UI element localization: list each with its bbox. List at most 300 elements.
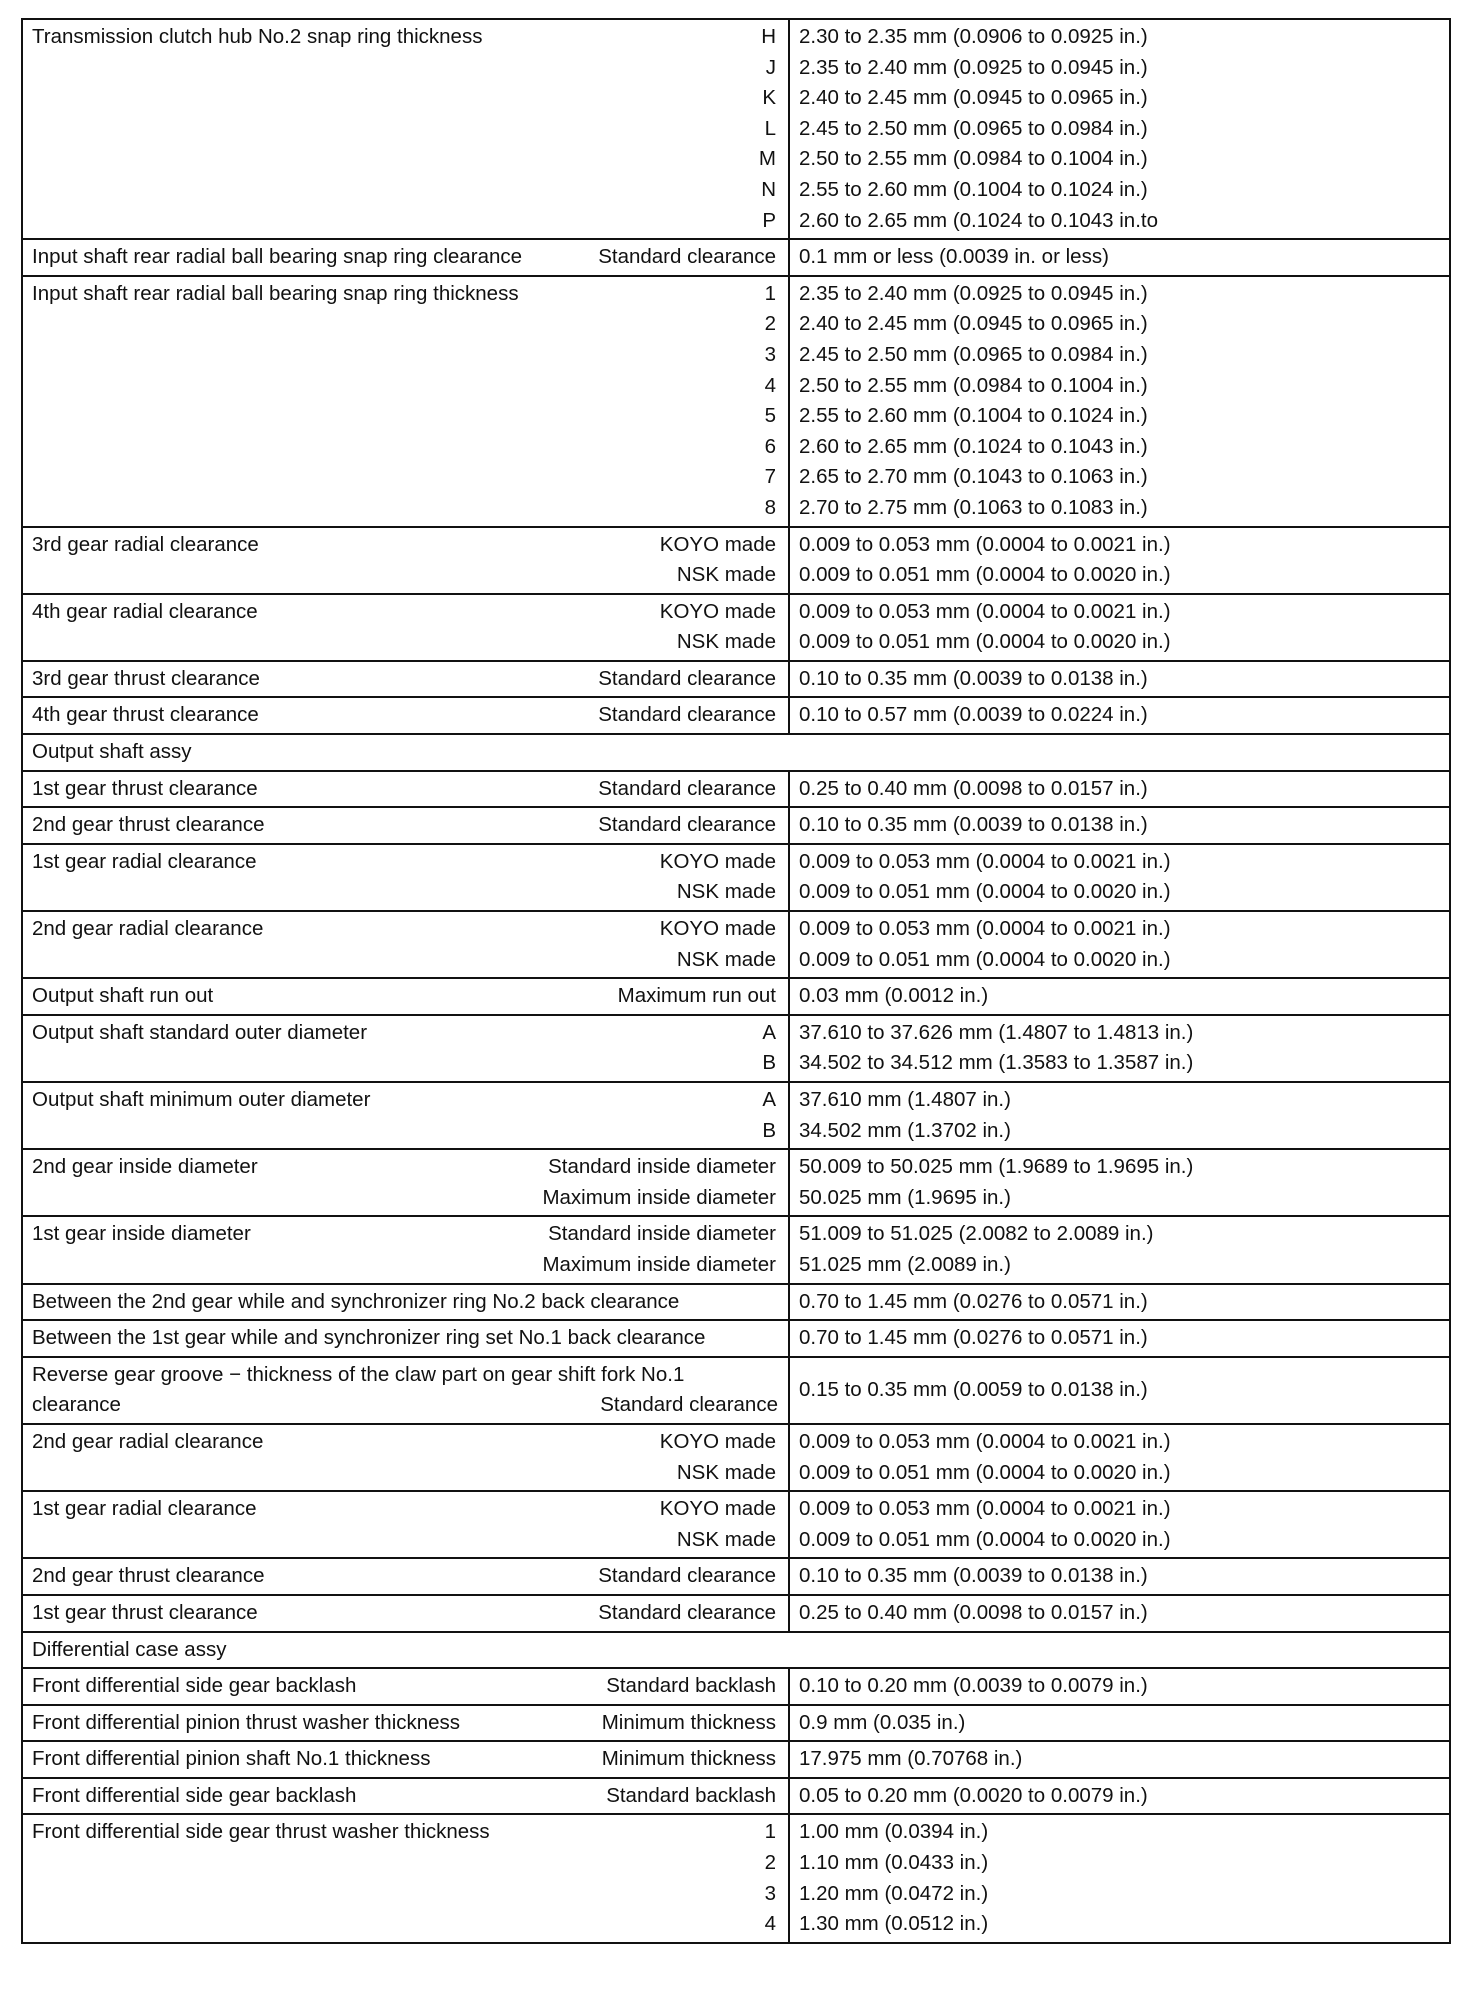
item-name: 4th gear thrust clearance (32, 703, 259, 727)
section-header-row (22, 1632, 1450, 1669)
item-cell (22, 844, 789, 911)
spec-value: 0.70 to 1.45 mm (0.0276 to 0.0571 in.) (799, 1289, 1148, 1313)
value-cell (789, 276, 1450, 527)
spec-table (21, 18, 1451, 1944)
section-header-row (22, 734, 1450, 771)
condition-label: Standard inside diameter (548, 1222, 776, 1246)
item-name: Between the 1st gear while and synchronizer ring set No.1 back clearance (32, 1326, 706, 1350)
spec-value: 0.05 to 0.20 mm (0.0020 to 0.0079 in.) (799, 1783, 1148, 1807)
item-row (32, 1817, 778, 1939)
condition-label: NSK made (676, 880, 776, 904)
value-list (799, 242, 1439, 273)
condition-label: Minimum thickness (601, 1747, 776, 1771)
condition-list (759, 22, 778, 236)
item-row (32, 1598, 778, 1629)
value-cell (789, 1595, 1450, 1632)
spec-value: 0.10 to 0.57 mm (0.0039 to 0.0224 in.) (799, 703, 1148, 727)
condition-list (598, 664, 778, 695)
value-cell (789, 1082, 1450, 1149)
item-cell (22, 1668, 789, 1705)
condition-label: 3 (764, 342, 776, 366)
condition-label: A (762, 1088, 776, 1111)
spec-row (22, 1149, 1450, 1216)
value-cell (789, 1424, 1450, 1491)
item-row (32, 1287, 778, 1318)
item-cell (22, 1357, 789, 1424)
spec-value: 2.55 to 2.60 mm (0.1004 to 0.1024 in.) (799, 404, 1148, 428)
value-list (799, 1375, 1439, 1406)
item-cell (22, 1216, 789, 1283)
item-cell (22, 1015, 789, 1082)
item-cell (22, 697, 789, 734)
condition-list (602, 1708, 778, 1739)
spec-value: 0.009 to 0.051 mm (0.0004 to 0.0020 in.) (799, 1460, 1171, 1484)
condition-list (660, 1494, 778, 1555)
spec-row (22, 1216, 1450, 1283)
item-row (32, 914, 778, 975)
condition-list (606, 1781, 778, 1812)
condition-list (598, 1598, 778, 1629)
condition-label: Standard backlash (606, 1674, 776, 1698)
spec-value: 50.009 to 50.025 mm (1.9689 to 1.9695 in.) (799, 1155, 1194, 1179)
condition-list (765, 279, 778, 524)
condition-label: KOYO made (659, 1429, 776, 1453)
condition-list (598, 774, 778, 805)
item-cell (22, 1491, 789, 1558)
condition-label: J (765, 55, 776, 79)
condition-list (765, 1817, 778, 1939)
spec-value: 2.45 to 2.50 mm (0.0965 to 0.0984 in.) (799, 342, 1148, 366)
spec-row (22, 594, 1450, 661)
item-name: 2nd gear thrust clearance (32, 1564, 265, 1588)
item-cell (22, 807, 789, 844)
item-name: 1st gear inside diameter (32, 1222, 251, 1246)
spec-value: 2.60 to 2.65 mm (0.1024 to 0.1043 in.to (799, 208, 1158, 232)
value-cell (789, 1741, 1450, 1778)
spec-value: 2.30 to 2.35 mm (0.0906 to 0.0925 in.) (799, 25, 1148, 48)
value-cell (789, 911, 1450, 978)
item-row (32, 664, 778, 695)
condition-label: Standard inside diameter (548, 1155, 776, 1179)
spec-row (22, 911, 1450, 978)
spec-row (22, 771, 1450, 808)
spec-row (22, 1082, 1450, 1149)
spec-value: 0.009 to 0.051 mm (0.0004 to 0.0020 in.) (799, 630, 1171, 654)
spec-value: 0.009 to 0.053 mm (0.0004 to 0.0021 in.) (799, 532, 1171, 556)
value-list (799, 1427, 1439, 1488)
item-cell (22, 771, 789, 808)
item-row (32, 847, 778, 908)
condition-label: 1 (764, 1820, 776, 1844)
item-name: 2nd gear thrust clearance (32, 813, 265, 837)
section-header (22, 1632, 1450, 1669)
condition-list (542, 1152, 778, 1213)
condition-label: NSK made (676, 1527, 776, 1551)
value-cell (789, 844, 1450, 911)
value-cell (789, 697, 1450, 734)
value-list (799, 597, 1439, 658)
spec-row (22, 1320, 1450, 1357)
condition-list (606, 1671, 778, 1702)
spec-row (22, 1357, 1450, 1424)
condition-label: 1 (764, 281, 776, 305)
spec-value: 0.70 to 1.45 mm (0.0276 to 0.0571 in.) (799, 1326, 1148, 1350)
condition-list (660, 1427, 778, 1488)
spec-value: 2.60 to 2.65 mm (0.1024 to 0.1043 in.) (799, 434, 1148, 458)
condition-label: 5 (764, 404, 776, 428)
item-name: Front differential pinion shaft No.1 thickness (32, 1747, 431, 1771)
condition-label: NSK made (676, 947, 776, 971)
item-name: 2nd gear radial clearance (32, 1429, 264, 1453)
value-list (799, 1561, 1439, 1592)
spec-row (22, 1778, 1450, 1815)
value-list (799, 810, 1439, 841)
section-title: Output shaft assy (32, 740, 192, 764)
condition-list (598, 810, 778, 841)
value-cell (789, 527, 1450, 594)
item-name: 4th gear radial clearance (32, 599, 258, 623)
value-list (799, 1781, 1439, 1812)
spec-value: 0.009 to 0.051 mm (0.0004 to 0.0020 in.) (799, 563, 1171, 587)
spec-row (22, 276, 1450, 527)
value-list (799, 664, 1439, 695)
spec-value: 2.35 to 2.40 mm (0.0925 to 0.0945 in.) (799, 55, 1148, 79)
condition-label: Minimum thickness (601, 1710, 776, 1734)
condition-label: 8 (764, 495, 776, 519)
item-row (32, 981, 778, 1012)
spec-value: 2.70 to 2.75 mm (0.1063 to 0.1083 in.) (799, 495, 1148, 519)
item-row (32, 810, 778, 841)
spec-value: 0.10 to 0.35 mm (0.0039 to 0.0138 in.) (799, 813, 1148, 837)
value-list (799, 279, 1439, 524)
condition-list (660, 597, 778, 658)
value-list (799, 1817, 1439, 1939)
item-row (32, 1744, 778, 1775)
item-name: Transmission clutch hub No.2 snap ring thickness (32, 25, 483, 48)
item-cell (22, 661, 789, 698)
item-name: 1st gear thrust clearance (32, 1600, 258, 1624)
value-cell (789, 1558, 1450, 1595)
value-cell (789, 1149, 1450, 1216)
item-cell (22, 19, 789, 239)
spec-row (22, 1668, 1450, 1705)
condition-label: NSK made (676, 563, 776, 587)
condition-label: 4 (764, 1912, 776, 1936)
spec-row (22, 1705, 1450, 1742)
value-cell (789, 1015, 1450, 1082)
item-name: 2nd gear inside diameter (32, 1155, 258, 1179)
condition-label: KOYO made (659, 599, 776, 623)
item-cell (22, 1284, 789, 1321)
spec-value: 37.610 to 37.626 mm (1.4807 to 1.4813 in.) (799, 1020, 1194, 1044)
spec-row (22, 661, 1450, 698)
value-list (799, 847, 1439, 908)
item-name: 1st gear radial clearance (32, 849, 257, 873)
condition-list (762, 1018, 778, 1079)
value-list (799, 1671, 1439, 1702)
spec-row (22, 978, 1450, 1015)
spec-value: 0.009 to 0.053 mm (0.0004 to 0.0021 in.) (799, 1497, 1171, 1521)
condition-label: Standard backlash (606, 1783, 776, 1807)
spec-value: 1.10 mm (0.0433 in.) (799, 1851, 989, 1875)
value-list (799, 1494, 1439, 1555)
item-name: 2nd gear radial clearance (32, 917, 264, 941)
item-name: Output shaft minimum outer diameter (32, 1088, 371, 1111)
spec-value: 0.009 to 0.053 mm (0.0004 to 0.0021 in.) (799, 599, 1171, 623)
condition-label: H (761, 25, 776, 48)
condition-label: Standard clearance (598, 666, 776, 690)
value-cell (789, 1778, 1450, 1815)
value-cell (789, 19, 1450, 239)
item-cell (22, 1558, 789, 1595)
item-row (32, 597, 778, 658)
item-row (32, 530, 778, 591)
spec-value: 0.1 mm or less (0.0039 in. or less) (799, 245, 1109, 269)
spec-value: 2.40 to 2.45 mm (0.0945 to 0.0965 in.) (799, 86, 1148, 110)
spec-row (22, 19, 1450, 239)
spec-value: 2.45 to 2.50 mm (0.0965 to 0.0984 in.) (799, 116, 1148, 140)
spec-value: 0.009 to 0.053 mm (0.0004 to 0.0021 in.) (799, 1429, 1171, 1453)
item-cell (22, 911, 789, 978)
item-line2 (32, 1390, 778, 1421)
condition-label: M (758, 147, 776, 171)
value-cell (789, 978, 1450, 1015)
item-cell (22, 276, 789, 527)
condition-label: KOYO made (659, 532, 776, 556)
spec-value: 2.35 to 2.40 mm (0.0925 to 0.0945 in.) (799, 281, 1148, 305)
item-name: 1st gear thrust clearance (32, 776, 258, 800)
spec-value: 2.40 to 2.45 mm (0.0945 to 0.0965 in.) (799, 312, 1148, 336)
value-list (799, 1152, 1439, 1213)
spec-row (22, 1284, 1450, 1321)
spec-value: 37.610 mm (1.4807 in.) (799, 1088, 1011, 1111)
spec-value: 1.20 mm (0.0472 in.) (799, 1881, 989, 1905)
item-cell (22, 1705, 789, 1742)
item-row (32, 1323, 778, 1354)
value-cell (789, 594, 1450, 661)
condition-label: Maximum run out (617, 984, 776, 1008)
value-list (799, 700, 1439, 731)
item-cell (22, 1149, 789, 1216)
item-cell (22, 1595, 789, 1632)
item-name: 3rd gear thrust clearance (32, 666, 260, 690)
value-cell (789, 1814, 1450, 1942)
item-cell (22, 1320, 789, 1357)
item-name: Input shaft rear radial ball bearing snap ring clearance (32, 245, 523, 269)
spec-value: 0.009 to 0.051 mm (0.0004 to 0.0020 in.) (799, 947, 1171, 971)
value-cell (789, 1216, 1450, 1283)
spec-value: 51.009 to 51.025 (2.0082 to 2.0089 in.) (799, 1222, 1154, 1246)
condition-label: 2 (764, 312, 776, 336)
spec-row (22, 697, 1450, 734)
value-list (799, 981, 1439, 1012)
condition-label: L (764, 116, 776, 140)
condition-label: Standard clearance (598, 776, 776, 800)
spec-value: 2.50 to 2.55 mm (0.0984 to 0.1004 in.) (799, 147, 1148, 171)
condition-list (602, 1744, 778, 1775)
spec-row (22, 807, 1450, 844)
item-cell (22, 1082, 789, 1149)
item-name: Front differential side gear backlash (32, 1674, 357, 1698)
condition-label: Standard clearance (598, 813, 776, 837)
value-cell (789, 1668, 1450, 1705)
value-list (799, 1323, 1439, 1354)
condition-label: N (761, 177, 776, 201)
spec-value: 2.50 to 2.55 mm (0.0984 to 0.1004 in.) (799, 373, 1148, 397)
item-cell (22, 527, 789, 594)
item-row (32, 279, 778, 524)
spec-value: 1.30 mm (0.0512 in.) (799, 1912, 989, 1936)
condition-label: 2 (764, 1851, 776, 1875)
spec-value: 0.009 to 0.053 mm (0.0004 to 0.0021 in.) (799, 849, 1171, 873)
spec-value: 0.03 mm (0.0012 in.) (799, 984, 989, 1008)
spec-row (22, 1491, 1450, 1558)
value-cell (789, 661, 1450, 698)
item-name-line1: Reverse gear groove − thickness of the claw part on gear shift fork No.1 (32, 1362, 685, 1386)
spec-value: 0.25 to 0.40 mm (0.0098 to 0.0157 in.) (799, 1600, 1148, 1624)
item-cell (22, 239, 789, 276)
item-name: Front differential pinion thrust washer thickness (32, 1710, 461, 1734)
condition-label: Standard clearance (598, 703, 776, 727)
spec-row (22, 844, 1450, 911)
spec-value: 0.15 to 0.35 mm (0.0059 to 0.0138 in.) (799, 1378, 1148, 1402)
item-name: Front differential side gear backlash (32, 1783, 357, 1807)
item-row (32, 1427, 778, 1488)
condition-label: Standard clearance (598, 245, 776, 269)
condition-label: KOYO made (659, 917, 776, 941)
item-row (32, 1708, 778, 1739)
value-list (799, 1598, 1439, 1629)
item-row (32, 1781, 778, 1812)
condition-list (660, 914, 778, 975)
condition-label: 7 (764, 465, 776, 489)
value-list (799, 1018, 1439, 1079)
condition-list (598, 1561, 778, 1592)
value-list (799, 1085, 1439, 1146)
condition-label: KOYO made (659, 849, 776, 873)
condition-list (598, 242, 778, 273)
item-name: Front differential side gear thrust washer thickness (32, 1820, 490, 1844)
spec-value: 51.025 mm (2.0089 in.) (799, 1252, 1011, 1276)
item-name: Output shaft standard outer diameter (32, 1020, 368, 1044)
item-cell (22, 1814, 789, 1942)
spec-value: 34.502 to 34.512 mm (1.3583 to 1.3587 in.) (799, 1051, 1194, 1075)
spec-value: 1.00 mm (0.0394 in.) (799, 1820, 989, 1844)
item-row (32, 22, 778, 236)
item-row (32, 1085, 778, 1146)
condition-list (618, 981, 778, 1012)
condition-label: Standard clearance (600, 1393, 778, 1417)
spec-value: 0.009 to 0.051 mm (0.0004 to 0.0020 in.) (799, 880, 1171, 904)
spec-row (22, 527, 1450, 594)
section-title: Differential case assy (32, 1637, 227, 1661)
spec-row (22, 1558, 1450, 1595)
spec-row (22, 1595, 1450, 1632)
condition-label: B (762, 1051, 776, 1075)
item-row (32, 1494, 778, 1555)
value-list (799, 1744, 1439, 1775)
item-row (32, 242, 778, 273)
value-list (799, 1708, 1439, 1739)
spec-row (22, 1424, 1450, 1491)
value-list (799, 914, 1439, 975)
spec-row (22, 1741, 1450, 1778)
condition-label: NSK made (676, 1460, 776, 1484)
item-name: 1st gear radial clearance (32, 1497, 257, 1521)
item-name: Input shaft rear radial ball bearing snap ring thickness (32, 281, 519, 305)
value-cell (789, 1284, 1450, 1321)
value-cell (789, 1491, 1450, 1558)
condition-label: Standard clearance (598, 1564, 776, 1588)
condition-label: K (762, 86, 776, 110)
condition-label: 3 (764, 1881, 776, 1905)
spec-value: 0.10 to 0.35 mm (0.0039 to 0.0138 in.) (799, 666, 1148, 690)
spec-value: 2.65 to 2.70 mm (0.1043 to 0.1063 in.) (799, 465, 1148, 489)
spec-row (22, 1814, 1450, 1942)
value-list (799, 530, 1439, 591)
item-wrap (32, 1360, 778, 1421)
condition-label: 4 (764, 373, 776, 397)
condition-label: NSK made (676, 630, 776, 654)
value-list (799, 1287, 1439, 1318)
condition-label: Maximum inside diameter (542, 1252, 776, 1276)
value-list (799, 774, 1439, 805)
spec-value: 17.975 mm (0.70768 in.) (799, 1747, 1023, 1771)
item-cell (22, 1424, 789, 1491)
condition-label: B (762, 1118, 776, 1142)
item-row (32, 1018, 778, 1079)
condition-label: A (762, 1020, 776, 1044)
item-row (32, 1219, 778, 1280)
condition-label: Standard clearance (598, 1600, 776, 1624)
item-row (32, 1561, 778, 1592)
condition-list (660, 530, 778, 591)
spec-value: 0.009 to 0.053 mm (0.0004 to 0.0021 in.) (799, 917, 1171, 941)
condition-list (660, 847, 778, 908)
item-cell (22, 1778, 789, 1815)
item-row (32, 774, 778, 805)
item-name-line2: clearance (32, 1393, 121, 1417)
condition-label: Maximum inside diameter (542, 1185, 776, 1209)
condition-label: KOYO made (659, 1497, 776, 1521)
item-cell (22, 978, 789, 1015)
value-cell (789, 1320, 1450, 1357)
item-name: Output shaft run out (32, 984, 214, 1008)
item-row (32, 1152, 778, 1213)
spec-value: 0.9 mm (0.035 in.) (799, 1710, 966, 1734)
spec-value: 0.10 to 0.35 mm (0.0039 to 0.0138 in.) (799, 1564, 1148, 1588)
spec-value: 0.10 to 0.20 mm (0.0039 to 0.0079 in.) (799, 1674, 1148, 1698)
condition-list (542, 1219, 778, 1280)
spec-value: 0.25 to 0.40 mm (0.0098 to 0.0157 in.) (799, 776, 1148, 800)
value-cell (789, 239, 1450, 276)
condition-label: 6 (764, 434, 776, 458)
value-list (799, 22, 1439, 236)
spec-value: 0.009 to 0.051 mm (0.0004 to 0.0020 in.) (799, 1527, 1171, 1551)
item-cell (22, 594, 789, 661)
spec-row (22, 239, 1450, 276)
value-cell (789, 771, 1450, 808)
value-cell (789, 1705, 1450, 1742)
section-header (22, 734, 1450, 771)
spec-table-body (22, 19, 1450, 1943)
item-row (32, 1671, 778, 1702)
condition-label: P (762, 208, 776, 232)
item-name: Between the 2nd gear while and synchronizer ring No.2 back clearance (32, 1289, 680, 1313)
spec-value: 50.025 mm (1.9695 in.) (799, 1185, 1011, 1209)
item-cell (22, 1741, 789, 1778)
spec-row (22, 1015, 1450, 1082)
